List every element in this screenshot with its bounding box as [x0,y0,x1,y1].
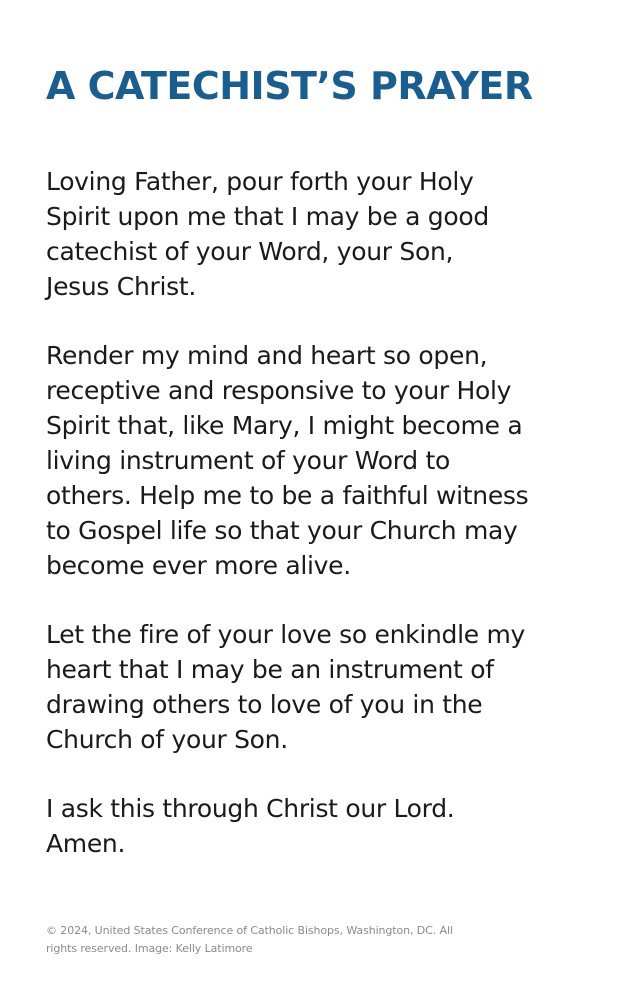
text-line: become ever more alive. [46,551,351,580]
copyright-line: © 2024, United States Conference of Catholic Bishops, Washington, DC. All [46,924,453,937]
prayer-paragraph-4 [46,791,606,861]
text-line: Jesus Christ. [46,272,196,301]
prayer-paragraph-3 [46,617,606,757]
text-line: to Gospel life so that your Church may [46,516,518,545]
text-line: catechist of your Word, your Son, [46,237,454,266]
prayer-paragraph-2 [46,338,606,583]
text-line: Church of your Son. [46,725,288,754]
text-line: Spirit upon me that I may be a good [46,202,489,231]
text-line: others. Help me to be a faithful witness [46,481,529,510]
copyright-line: rights reserved. Image: Kelly Latimore [46,942,253,955]
prayer-paragraph-1 [46,164,606,304]
text-line: receptive and responsive to your Holy [46,376,512,405]
text-line: heart that I may be an instrument of [46,655,494,684]
text-line: I ask this through Christ our Lord. [46,794,455,823]
text-line: Spirit that, like Mary, I might become a [46,411,523,440]
text-line: living instrument of your Word to [46,446,450,475]
text-line: Let the fire of your love so enkindle my [46,620,526,649]
text-line: Loving Father, pour forth your Holy [46,167,474,196]
prayer-body [46,164,606,895]
text-line: drawing others to love of you in the [46,690,483,719]
page-title: A CATECHIST’S PRAYER [46,64,533,108]
copyright-footer [46,922,606,958]
text-line: Render my mind and heart so open, [46,341,488,370]
text-line: Amen. [46,829,126,858]
